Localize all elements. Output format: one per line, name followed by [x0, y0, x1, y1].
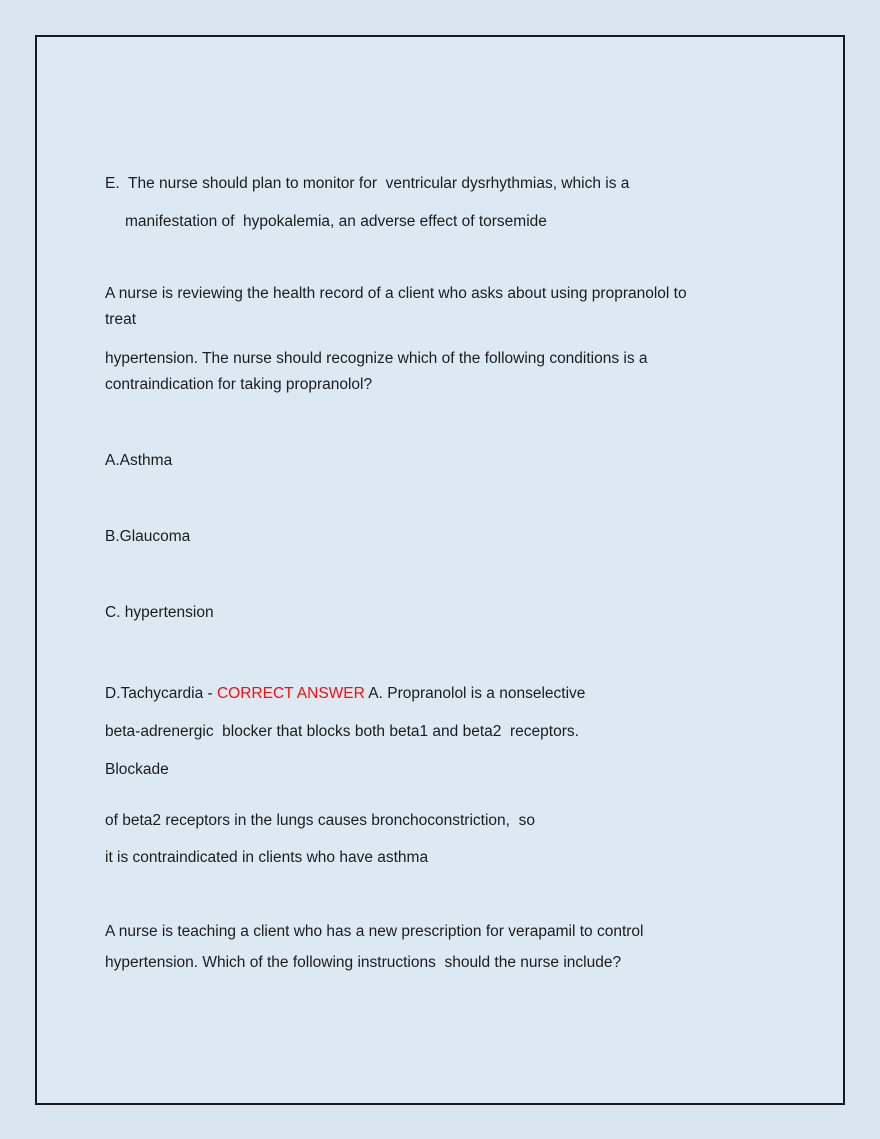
text-line: Blockade [105, 761, 169, 778]
text-line [105, 675, 787, 713]
answer-d-prefix: D.Tachycardia - [105, 685, 217, 702]
text-line: of beta2 receptors in the lungs causes bronchoconstriction, so [105, 812, 535, 829]
text-line: A nurse is teaching a client who has a new prescription for verapamil to control [105, 923, 644, 940]
option-c: C. hypertension [105, 604, 214, 621]
text-line: hypertension. The nurse should recognize which of the following conditions is a [105, 350, 648, 367]
document-page [35, 35, 845, 1105]
text-line: beta-adrenergic blocker that blocks both beta1 and beta2 receptors. [105, 723, 579, 740]
answer-d-suffix: A. Propranolol is a nonselective [364, 685, 586, 702]
option-b: B.Glaucoma [105, 528, 191, 545]
text-line: it is contraindicated in clients who have asthma [105, 849, 429, 866]
text-line: treat [105, 311, 137, 328]
answer-d-paragraph-1 [105, 675, 787, 789]
text-line: contraindication for taking propranolol? [105, 376, 373, 393]
question2-paragraph [105, 916, 787, 978]
correct-answer-label: CORRECT ANSWER [216, 685, 365, 702]
option-a: A.Asthma [105, 452, 173, 469]
text-line: manifestation of hypokalemia, an adverse effect of torsemide [125, 213, 547, 230]
text-line: E. The nurse should plan to monitor for ventricular dysrhythmias, which is a [105, 175, 630, 192]
text-line: A nurse is reviewing the health record of a client who asks about using propranolol to [105, 285, 687, 302]
question1-paragraph-2 [105, 346, 787, 398]
question1-paragraph-1 [105, 281, 787, 333]
answer-e-paragraph [105, 165, 787, 241]
text-line: hypertension. Which of the following instructions should the nurse include? [105, 954, 622, 971]
answer-d-paragraph-2 [105, 802, 787, 876]
